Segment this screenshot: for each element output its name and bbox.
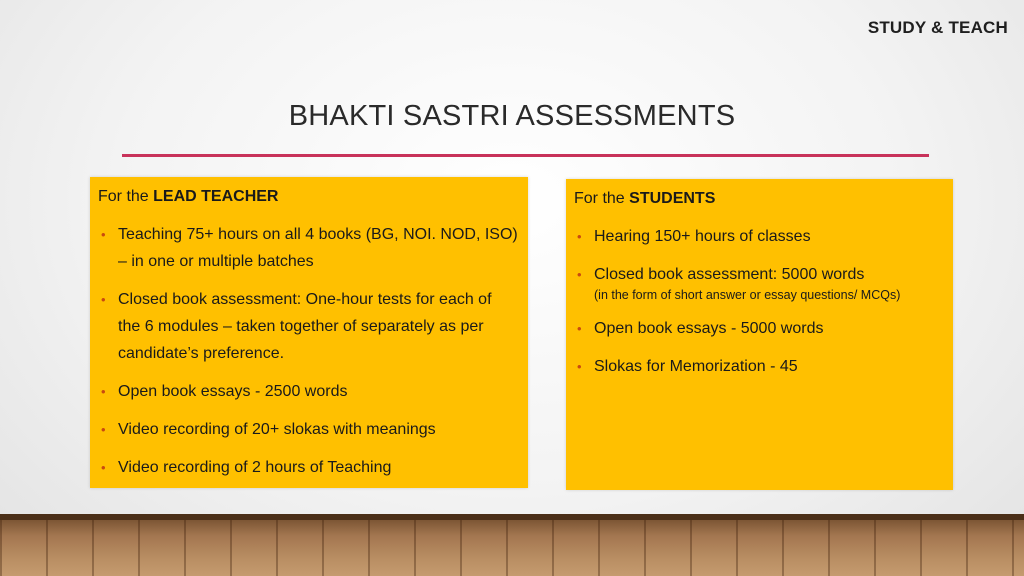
wooden-floor	[0, 514, 1024, 576]
title-divider	[122, 154, 929, 157]
lead-teacher-list	[98, 221, 518, 481]
list-item: • Slokas for Memorization - 45	[574, 353, 943, 380]
students-card	[566, 179, 953, 490]
list-item: • Closed book assessment: One-hour tests for each of the 6 modules – taken together of separately as per candidate’s preference.	[98, 286, 518, 367]
students-list	[574, 223, 943, 380]
list-item: • Video recording of 2 hours of Teaching	[98, 454, 518, 481]
list-item: • Video recording of 20+ slokas with meanings	[98, 416, 518, 443]
list-item: • Hearing 150+ hours of classes	[574, 223, 943, 250]
list-item: • Open book essays - 5000 words	[574, 315, 943, 342]
students-heading: For the STUDENTS	[574, 190, 716, 207]
lead-teacher-heading: For the LEAD TEACHER	[98, 188, 279, 205]
page-title: BHAKTI SASTRI ASSESSMENTS	[288, 100, 736, 132]
list-item: • Open book essays - 2500 words	[98, 378, 518, 405]
list-item	[574, 261, 943, 304]
brand-label: STUDY & TEACH	[867, 18, 1008, 37]
lead-teacher-card	[90, 177, 528, 488]
closed-book-note: (in the form of short answer or essay questions/ MCQs)	[594, 288, 901, 302]
list-item-text: Closed book assessment: 5000 words	[594, 266, 865, 283]
list-item: • Teaching 75+ hours on all 4 books (BG, NOI. NOD, ISO) – in one or multiple batches	[98, 221, 518, 275]
